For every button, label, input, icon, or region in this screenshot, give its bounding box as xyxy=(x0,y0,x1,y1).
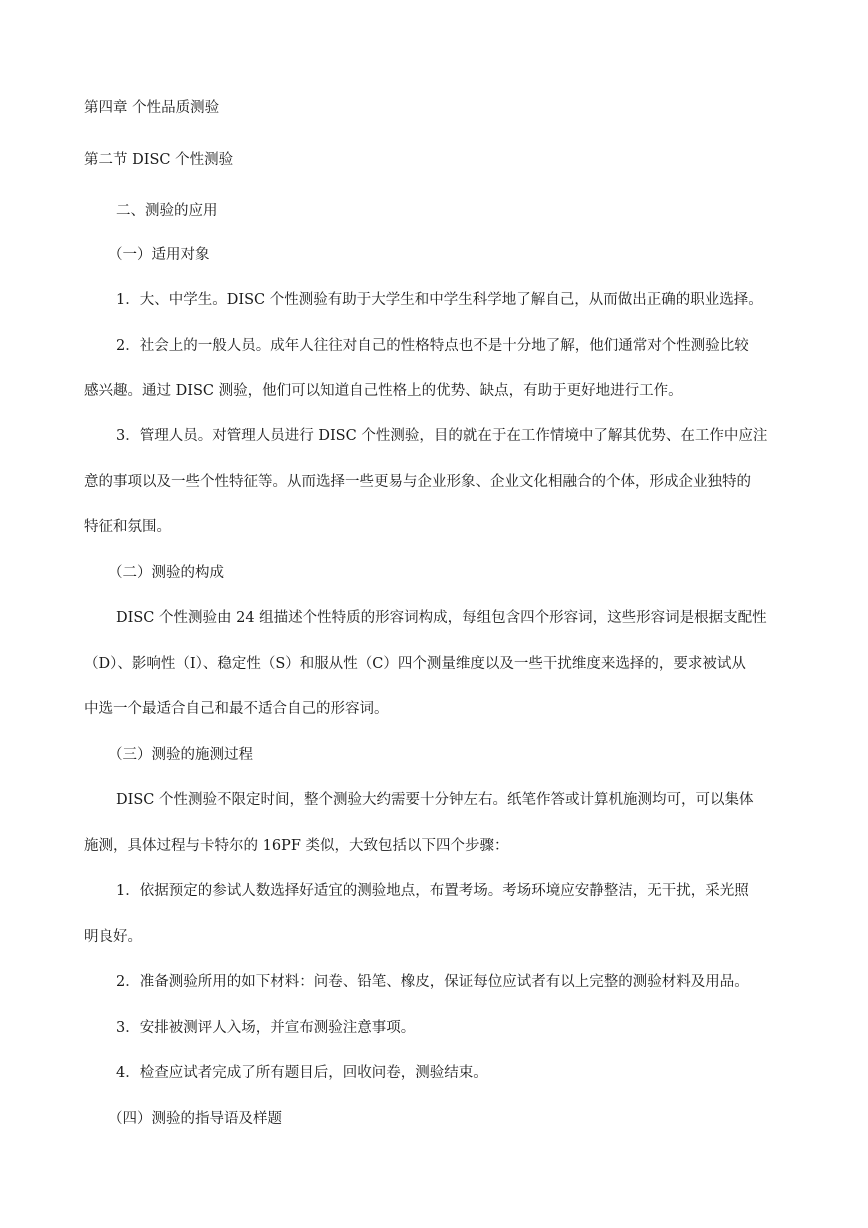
step-2: 2．准备测验所用的如下材料：问卷、铅笔、橡皮，保证每位应试者有以上完整的测验材料及用品。 xyxy=(116,974,749,990)
heading-test-structure: （二）测验的构成 xyxy=(108,565,224,581)
section-heading: 第二节 DISC 个性测验 xyxy=(84,152,234,168)
paragraph-general-public-line2: 感兴趣。通过 DISC 测验，他们可以知道自己性格上的优势、缺点，有助于更好地进行工作。 xyxy=(84,383,683,399)
heading-administration: （三）测验的施测过程 xyxy=(108,747,253,763)
step-1-line2: 明良好。 xyxy=(84,929,142,945)
chapter-heading: 第四章 个性品质测验 xyxy=(84,100,220,116)
paragraph-managers-line3: 特征和氛围。 xyxy=(84,519,171,535)
paragraph-administration-line1: DISC 个性测验不限定时间，整个测验大约需要十分钟左右。纸笔作答或计算机施测均可，可以集体 xyxy=(116,792,754,808)
step-3: 3．安排被测评人入场，并宣布测验注意事项。 xyxy=(116,1020,416,1036)
paragraph-administration-line2: 施测，具体过程与卡特尔的 16PF 类似，大致包括以下四个步骤： xyxy=(84,838,509,854)
step-1-line1: 1．依据预定的参试人数选择好适宜的测验地点，布置考场。考场环境应安静整洁，无干扰，采光照 xyxy=(116,883,749,899)
step-4: 4．检查应试者完成了所有题目后，回收问卷，测验结束。 xyxy=(116,1065,488,1081)
paragraph-managers-line2: 意的事项以及一些个性特征等。从而选择一些更易与企业形象、企业文化相融合的个体，形成企业独特的 xyxy=(84,474,751,490)
subsection-heading: 二、测验的应用 xyxy=(116,203,218,219)
paragraph-structure-line2: （D）、影响性（I）、稳定性（S）和服从性（C）四个测量维度以及一些干扰维度来选择的，要求被试从 xyxy=(84,656,746,672)
paragraph-general-public-line1: 2．社会上的一般人员。成年人往往对自己的性格特点也不是十分地了解，他们通常对个性测验比较 xyxy=(116,338,749,354)
heading-applicable-targets: （一）适用对象 xyxy=(108,247,210,263)
paragraph-students: 1．大、中学生。DISC 个性测验有助于大学生和中学生科学地了解自己，从而做出正确的职业选择。 xyxy=(116,292,763,308)
paragraph-structure-line3: 中选一个最适合自己和最不适合自己的形容词。 xyxy=(84,701,389,717)
paragraph-managers-line1: 3．管理人员。对管理人员进行 DISC 个性测验，目的就在于在工作情境中了解其优势、在工作中应注 xyxy=(116,428,768,444)
heading-instructions-samples: （四）测验的指导语及样题 xyxy=(108,1111,282,1127)
paragraph-structure-line1: DISC 个性测验由 24 组描述个性特质的形容词构成，每组包含四个形容词，这些形容词是根据支配性 xyxy=(116,610,767,626)
